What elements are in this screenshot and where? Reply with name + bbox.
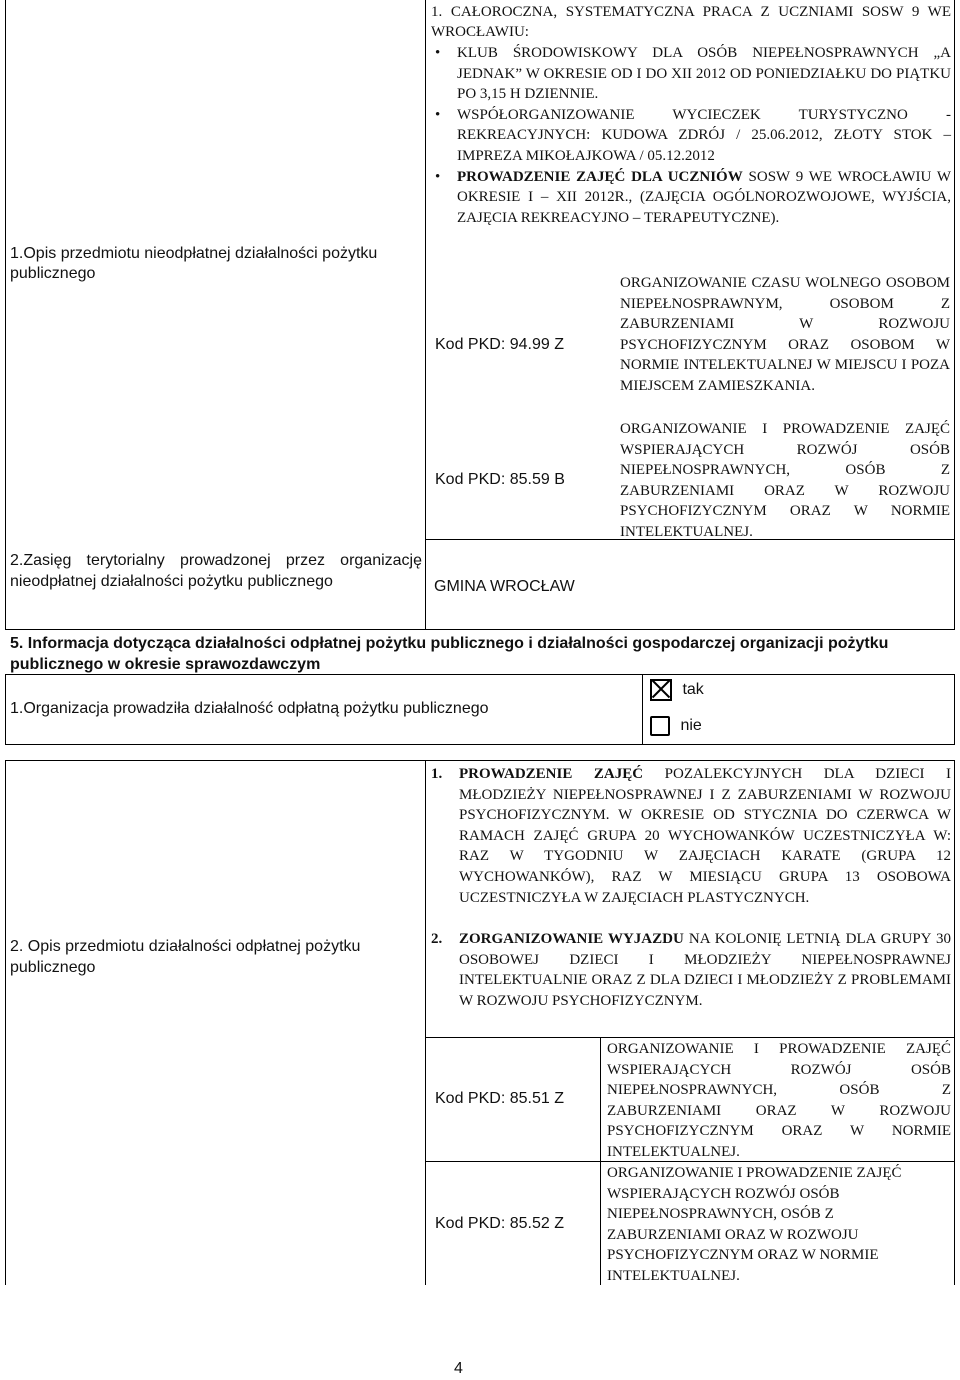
activity-trips	[431, 105, 951, 167]
odplatna-question: 1.Organizacja prowadziła działalność odpłatną pożytku publicznego	[10, 700, 489, 717]
table3-mid-border	[425, 760, 426, 1285]
activity-club	[431, 43, 951, 105]
zasieg-value: GMINA WROCŁAW	[434, 578, 575, 595]
table1-right-border	[954, 0, 955, 630]
paid-item-2-number: 2.	[431, 931, 443, 947]
paid-item-2-text: NA KOLONIĘ LETNIĄ DLA GRUPY 30 OSOBOWEJ DZIECI I MŁODZIEŻY NIEPEŁNOSPRAWNEJ INTELEKTUALNIE ORAZ Z DLA DZIECI I MŁODZIEŻY Z PROBLEMAMI W ROZWOJU PSYCHOFIZYCZNYM.	[459, 931, 951, 1009]
paid-item-1-number: 1.	[431, 766, 443, 782]
pkd-94-99-description: ORGANIZOWANIE CZASU WOLNEGO OSOBOM NIEPEŁNOSPRAWNYM, OSOBOM Z ZABURZENIAMI W ROZWOJU PSYCHOFIZYCZNYM ORAZ OSOBOM W NORMIE INTELEKTUALNEJ W MIEJSCU I POZA MIEJSCEM ZAMIESZKANIA.	[620, 275, 950, 394]
table1-mid-border	[425, 0, 426, 630]
pkd-code-85-52: Kod PKD: 85.52 Z	[435, 1215, 564, 1232]
tak-checkbox-checked-icon[interactable]	[650, 679, 672, 701]
table1-left-border	[5, 0, 6, 630]
page-number: 4	[454, 1360, 463, 1377]
continuous-work-intro: 1. CAŁOROCZNA, SYSTEMATYCZNA PRACA Z UCZNIAMI SOSW 9 WE WROCŁAWIU:	[431, 4, 951, 40]
table3-left-border	[5, 760, 6, 1285]
pkd-85-52-description: ORGANIZOWANIE I PROWADZENIE ZAJĘĆ WSPIERAJĄCYCH ROZWÓJ OSÓB NIEPEŁNOSPRAWNYCH, OSÓB Z ZABURZENIAMI ORAZ W ROZWOJU PSYCHOFIZYCZNYM ORAZ W NORMIE INTELEKTUALNEJ.	[607, 1165, 902, 1284]
opis-odplatnej-label: 2. Opis przedmiotu działalności odpłatnej pożytku publicznego	[10, 938, 361, 976]
paid-item-1-text: POZALEKCYJNYCH DLA DZIECI I MŁODZIEŻY NIEPEŁNOSPRAWNEJ I Z ZABURZENIAMI W ROZWOJU PSYCHOFIZYCZNYM. W OKRESIE OD STYCZNIA DO CZERWCA W RAMACH ZAJĘĆ GRUPA 20 WYCHOWANKÓW UCZESTNICZYŁA W: RAZ W TYGODNIU W ZAJĘCIACH KARATE (GRUPA 12 WYCHOWANKÓW), RAZ W MIESIĄCU GRUPA 13 OSOBOWA UCZESTNICZYŁA W ZAJĘCIACH PLASTYCZNYCH.	[459, 766, 951, 906]
paid-item-1-bold: PROWADZENIE ZAJĘĆ	[459, 766, 644, 782]
table1-bottom-border	[5, 629, 955, 630]
table2-bottom-border	[5, 744, 955, 745]
pkd-code-85-59: Kod PKD: 85.59 B	[435, 471, 565, 488]
activity-trips-text: WSPÓŁORGANIZOWANIE WYCIECZEK TURYSTYCZNO - REKREACYJNYCH: KUDOWA ZDRÓJ / 25.06.2012, ZŁOTY STOK – IMPREZA MIKOŁAJKOWA / 05.12.2012	[457, 106, 951, 164]
activity-classes-bold: PROWADZENIE ZAJĘĆ DLA UCZNIÓW	[457, 168, 743, 185]
nie-checkbox-icon[interactable]	[650, 716, 670, 736]
pkd-code-85-51: Kod PKD: 85.51 Z	[435, 1090, 564, 1107]
paid-item-2-bold: ZORGANIZOWANIE WYJAZDU	[459, 931, 684, 947]
activities-list	[431, 43, 951, 228]
zasieg-label: 2.Zasięg terytorialny prowadzonej przez organizację nieodpłatnej działalności pożytku publicznego	[10, 552, 422, 590]
table3-top-border	[5, 760, 955, 761]
activity-classes	[431, 167, 951, 229]
pkd-85-51-description: ORGANIZOWANIE I PROWADZENIE ZAJĘĆ WSPIERAJĄCYCH ROZWÓJ OSÓB NIEPEŁNOSPRAWNYCH, OSÓB Z ZABURZENIAMI ORAZ W ROZWOJU PSYCHOFIZYCZNYM ORAZ W NORMIE INTELEKTUALNEJ.	[607, 1041, 951, 1160]
opis-nieodplatnej-label: 1.Opis przedmiotu nieodpłatnej działalności pożytku publicznego	[10, 245, 378, 282]
activity-classes-text: SOSW 9 WE WROCŁAWIU W OKRESIE I – XII 2012R., (ZAJĘCIA OGÓLNOROZWOJOWE, WYJŚCIA, ZAJĘCIA REKREACYJNO – TERAPEUTYCZNE).	[457, 168, 952, 226]
section5-heading: 5. Informacja dotycząca działalności odpłatnej pożytku publicznego i działalności gospodarczej organizacji pożytku publicznego w okresie sprawozdawczym	[10, 635, 889, 673]
option-nie-label: nie	[680, 717, 702, 735]
table2-top-border	[5, 674, 955, 675]
table2-right-border	[954, 674, 955, 745]
table2-left-border	[5, 674, 6, 745]
table2-mid-border	[642, 674, 643, 745]
pkd-code-94-99: Kod PKD: 94.99 Z	[435, 336, 564, 353]
option-nie[interactable]	[650, 716, 702, 736]
activity-club-text: KLUB ŚRODOWISKOWY DLA OSÓB NIEPEŁNOSPRAWNYCH „A JEDNAK” W OKRESIE OD I DO XII 2012 OD PONIEDZIAŁKU DO PIĄTKU PO 3,15 H DZIENNIE.	[457, 45, 951, 103]
paid-item-1	[431, 764, 951, 908]
table3-divider-pkd	[425, 1037, 955, 1038]
pkd-85-59-description: ORGANIZOWANIE I PROWADZENIE ZAJĘĆ WSPIERAJĄCYCH ROZWÓJ OSÓB NIEPEŁNOSPRAWNYCH, OSÓB Z ZABURZENIAMI ORAZ W ROZWOJU PSYCHOFIZYCZNYM ORAZ W NORMIE INTELEKTUALNEJ.	[620, 421, 950, 540]
option-tak[interactable]	[650, 679, 704, 701]
option-tak-label: tak	[682, 681, 704, 699]
paid-item-2	[431, 929, 951, 1011]
table3-right-border	[954, 760, 955, 1285]
